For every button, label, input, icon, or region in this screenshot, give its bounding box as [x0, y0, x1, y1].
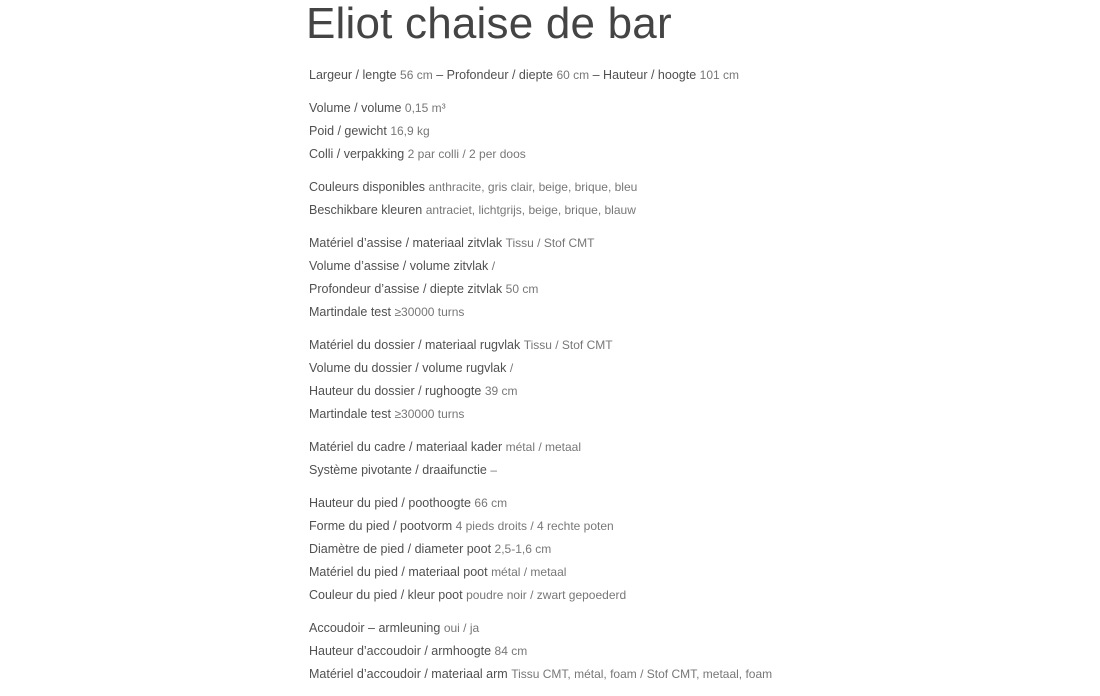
spec-value: 0,15 m³	[404, 101, 446, 115]
spec-group	[309, 492, 1069, 607]
spec-label: Hauteur d’accoudoir / armhoogte	[309, 644, 492, 658]
spec-value: poudre noir / zwart gepoederd	[466, 588, 627, 602]
spec-value: 4 pieds droits / 4 rechte poten	[455, 519, 614, 533]
spec-row	[309, 64, 1069, 87]
spec-value: 50 cm	[505, 282, 539, 296]
spec-row	[309, 176, 1069, 199]
spec-row	[309, 199, 1069, 222]
spec-label: Hauteur du dossier / rughoogte	[309, 384, 482, 398]
spec-group	[309, 97, 1069, 166]
product-title: Eliot chaise de bar	[306, 0, 672, 48]
spec-row	[309, 357, 1069, 380]
spec-group	[309, 176, 1069, 222]
spec-label: Matériel d’assise / materiaal zitvlak	[309, 236, 503, 250]
spec-label: – Hauteur / hoogte	[589, 68, 697, 82]
spec-label: Volume / volume	[309, 101, 402, 115]
spec-row	[309, 584, 1069, 607]
spec-group	[309, 334, 1069, 426]
spec-row	[309, 278, 1069, 301]
spec-label: Hauteur du pied / poothoogte	[309, 496, 471, 510]
spec-group	[309, 617, 1069, 686]
spec-value: ≥30000 turns	[394, 407, 465, 421]
spec-list	[309, 64, 1069, 696]
spec-row	[309, 255, 1069, 278]
spec-value: antraciet, lichtgrijs, beige, brique, blauw	[425, 203, 636, 217]
spec-row	[309, 143, 1069, 166]
spec-label: Diamètre de pied / diameter poot	[309, 542, 492, 556]
spec-row	[309, 403, 1069, 426]
spec-label: Matériel du cadre / materiaal kader	[309, 440, 503, 454]
spec-group	[309, 436, 1069, 482]
spec-label: Système pivotante / draaifunctie	[309, 463, 487, 477]
spec-value: oui / ja	[443, 621, 480, 635]
spec-row	[309, 663, 1069, 686]
spec-label: Largeur / lengte	[309, 68, 397, 82]
spec-value: 60 cm	[556, 68, 590, 82]
spec-label: Matériel du pied / materiaal poot	[309, 565, 488, 579]
spec-label: Profondeur d’assise / diepte zitvlak	[309, 282, 503, 296]
spec-row	[309, 538, 1069, 561]
spec-label: Martindale test	[309, 305, 391, 319]
spec-row	[309, 640, 1069, 663]
spec-label: Couleur du pied / kleur poot	[309, 588, 463, 602]
spec-label: Matériel du dossier / materiaal rugvlak	[309, 338, 521, 352]
spec-label: Martindale test	[309, 407, 391, 421]
spec-value: métal / metaal	[491, 565, 567, 579]
spec-label: Matériel d’accoudoir / materiaal arm	[309, 667, 508, 681]
spec-row	[309, 232, 1069, 255]
spec-value: Tissu CMT, métal, foam / Stof CMT, metaal, foam	[511, 667, 773, 681]
spec-value: 39 cm	[484, 384, 518, 398]
spec-label: Accoudoir – armleuning	[309, 621, 441, 635]
spec-group	[309, 232, 1069, 324]
spec-label: Poid / gewicht	[309, 124, 387, 138]
spec-row	[309, 561, 1069, 584]
spec-row	[309, 301, 1069, 324]
spec-value: 56 cm	[400, 68, 433, 82]
spec-label: Volume du dossier / volume rugvlak	[309, 361, 507, 375]
spec-label: Volume d’assise / volume zitvlak	[309, 259, 489, 273]
spec-value: Tissu / Stof CMT	[505, 236, 595, 250]
spec-row	[309, 515, 1069, 538]
spec-value: 84 cm	[494, 644, 528, 658]
spec-label: Couleurs disponibles	[309, 180, 426, 194]
spec-value: /	[509, 361, 514, 375]
spec-value: anthracite, gris clair, beige, brique, bleu	[428, 180, 638, 194]
spec-value: /	[491, 259, 496, 273]
spec-row	[309, 459, 1069, 482]
spec-value: 66 cm	[474, 496, 508, 510]
spec-row	[309, 380, 1069, 403]
spec-group	[309, 64, 1069, 87]
spec-label: Forme du pied / pootvorm	[309, 519, 453, 533]
spec-label: – Profondeur / diepte	[432, 68, 553, 82]
spec-value: –	[490, 463, 498, 477]
spec-row	[309, 492, 1069, 515]
spec-value: 101 cm	[699, 68, 740, 82]
spec-label: Beschikbare kleuren	[309, 203, 423, 217]
spec-row	[309, 120, 1069, 143]
spec-row	[309, 334, 1069, 357]
spec-value: 16,9 kg	[390, 124, 430, 138]
spec-value: ≥30000 turns	[394, 305, 465, 319]
spec-value: 2,5-1,6 cm	[494, 542, 552, 556]
spec-row	[309, 436, 1069, 459]
spec-value: métal / metaal	[505, 440, 582, 454]
spec-row	[309, 97, 1069, 120]
spec-label: Colli / verpakking	[309, 147, 405, 161]
spec-value: Tissu / Stof CMT	[523, 338, 613, 352]
spec-value: 2 par colli / 2 per doos	[407, 147, 526, 161]
spec-row	[309, 617, 1069, 640]
